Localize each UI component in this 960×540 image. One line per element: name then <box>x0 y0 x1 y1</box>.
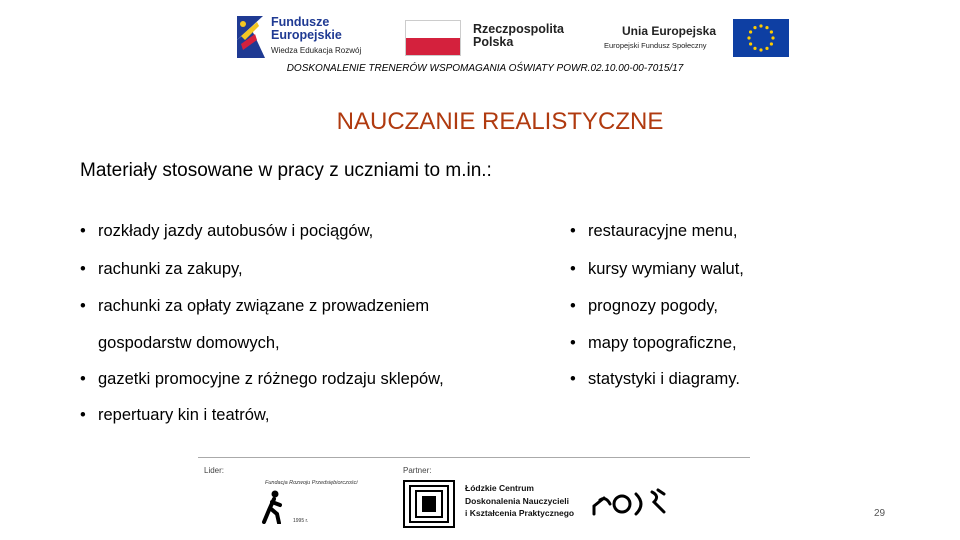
partner-name-line3: i Kształcenia Praktycznego <box>465 508 575 518</box>
eu-star-icon <box>753 47 756 50</box>
bullet-icon: • <box>570 222 576 240</box>
eu-flag-icon <box>733 19 789 57</box>
list-item-text: statystyki i diagramy. <box>588 370 740 388</box>
polish-flag-icon <box>405 20 461 56</box>
footer-divider <box>198 457 750 458</box>
bullet-icon: • <box>80 297 86 315</box>
list-item-text: kursy wymiany walut, <box>588 260 744 278</box>
slide-subtitle: Materiały stosowane w pracy z uczniami to m.in.: <box>80 160 492 181</box>
partner-name-line2: Doskonalenia Nauczycieli <box>465 495 569 506</box>
list-item-text: mapy topograficzne, <box>588 334 737 352</box>
list-item-text: repertuary kin i teatrów, <box>98 406 270 424</box>
eu-star-icon <box>759 24 762 27</box>
walking-person-icon <box>261 490 285 524</box>
bullet-icon: • <box>80 260 86 278</box>
eu-star-icon <box>759 48 762 51</box>
list-item-text: gazetki promocyjne z różnego rodzaju sklepów, <box>98 370 444 388</box>
slide-title: NAUCZANIE REALISTYCZNE <box>336 108 664 135</box>
eu-star-icon <box>770 30 773 33</box>
lider-logo-text: Fundacja Rozwoju Przedsiębiorczości <box>265 480 358 486</box>
page-number: 29 <box>874 508 886 519</box>
eu-star-icon <box>770 42 773 45</box>
eu-star-icon <box>753 26 756 29</box>
partner-name-line1: Łódzkie Centrum <box>465 483 534 493</box>
list-item-text: prognozy pogody, <box>588 297 718 315</box>
bullet-icon: • <box>570 370 576 388</box>
bullet-icon: • <box>80 370 86 388</box>
eu-star-icon <box>765 47 768 50</box>
partner-label: Partner: <box>403 466 432 475</box>
list-item-text: rozkłady jazdy autobusów i pociągów, <box>98 222 374 240</box>
bullet-icon: • <box>570 260 576 278</box>
fe-logo-tagline: Wiedza Edukacja Rozwój <box>271 46 362 55</box>
list-item-text: restauracyjne menu, <box>588 222 738 240</box>
lider-label: Lider: <box>204 466 225 475</box>
lcdnikp-logo-icon <box>403 480 455 528</box>
list-item-text: rachunki za zakupy, <box>98 260 243 278</box>
fe-logo-line1: Fundusze <box>271 15 330 29</box>
list-item-text: gospodarstw domowych, <box>98 334 280 352</box>
bullet-icon: • <box>80 406 86 424</box>
lider-logo <box>255 478 358 528</box>
lodz-city-logo-icon <box>590 486 672 522</box>
eu-star-icon <box>747 36 750 39</box>
list-item-text: rachunki za opłaty związane z prowadzeniem <box>98 297 430 315</box>
rp-logo-line1: Rzeczpospolita <box>473 22 564 36</box>
bullet-icon: • <box>570 334 576 352</box>
bullet-icon: • <box>80 222 86 240</box>
fundusze-europejskie-emblem-icon <box>235 14 267 60</box>
fundusze-europejskie-logo <box>235 14 375 60</box>
lider-logo-year: 1995 r. <box>293 518 309 524</box>
bullet-icon: • <box>570 297 576 315</box>
eu-star-icon <box>771 36 774 39</box>
eu-star-icon <box>765 26 768 29</box>
ue-logo-line2: Europejski Fundusz Społeczny <box>604 41 707 50</box>
eu-star-icon <box>749 42 752 45</box>
rp-logo-line2: Polska <box>473 35 514 49</box>
partner-name <box>465 482 574 520</box>
ue-logo-line1: Unia Europejska <box>622 24 717 38</box>
eu-star-icon <box>749 30 752 33</box>
unia-europejska-logo <box>600 18 790 58</box>
fe-logo-line2: Europejskie <box>271 28 342 42</box>
project-line: DOSKONALENIE TRENERÓW WSPOMAGANIA OŚWIATY POWR.02.10.00-00-7015/17 <box>286 63 684 74</box>
rzeczpospolita-polska-logo <box>405 18 585 58</box>
